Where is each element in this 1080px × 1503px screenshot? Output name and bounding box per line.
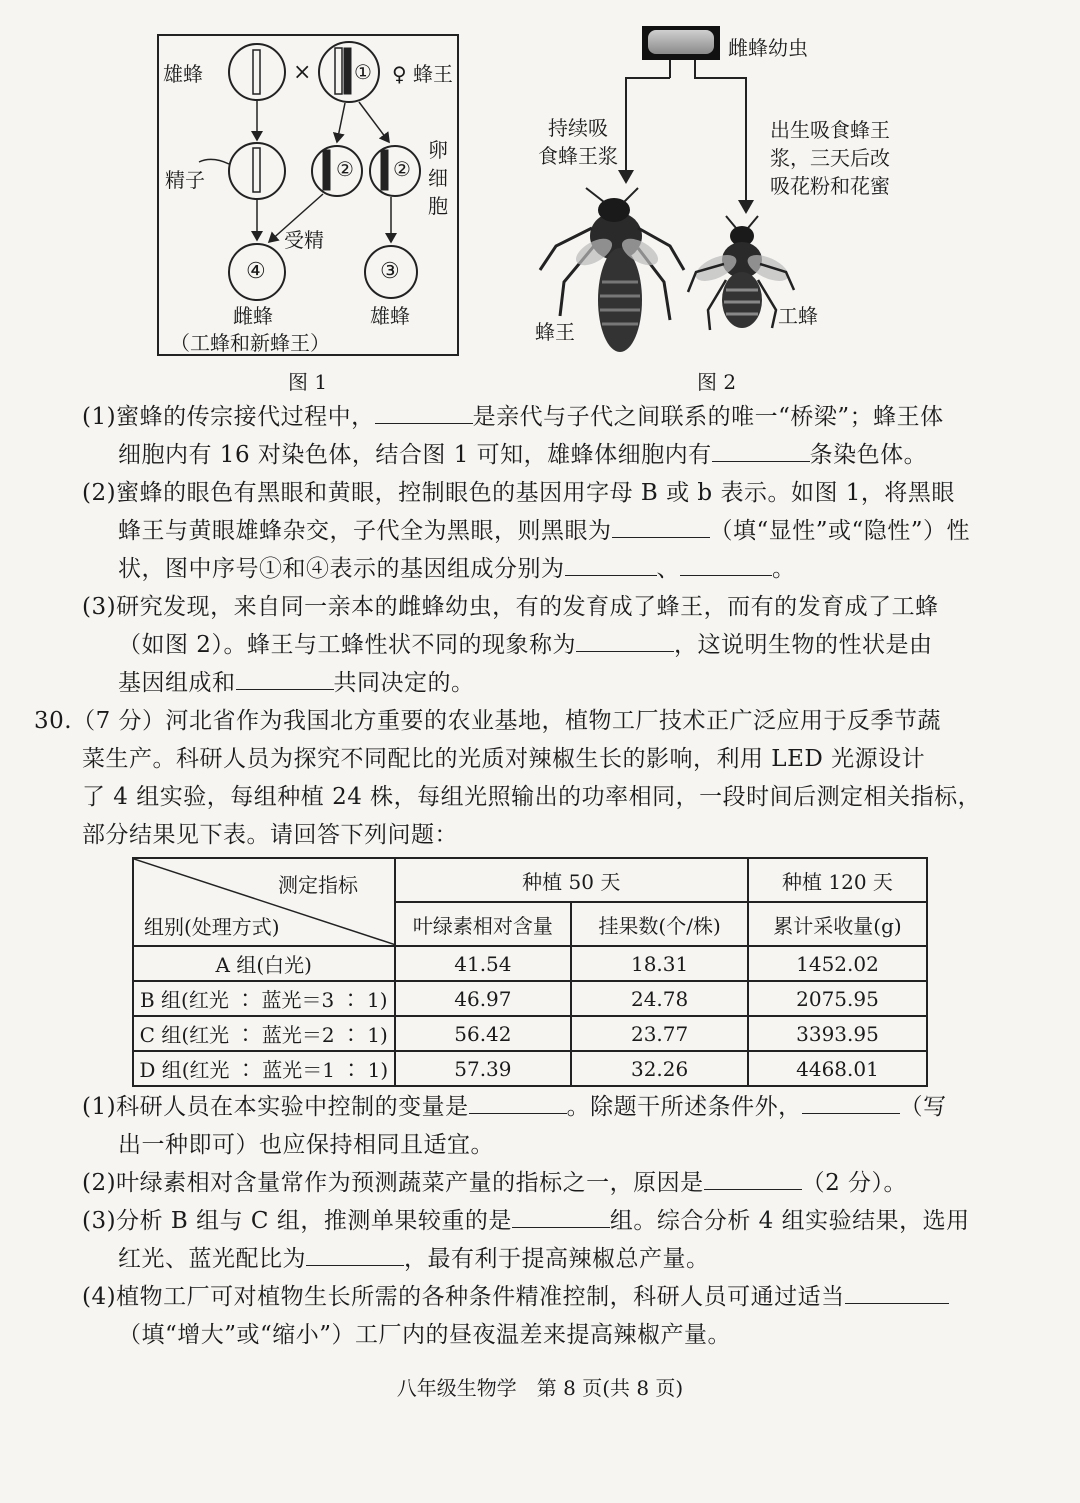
q29-part2-line2: 蜂王与黄眼雄蜂杂交，子代全为黑眼，则黑眼为 （填“显性”或“隐性”）性: [118, 512, 970, 550]
table-cell-fruit: 32.26: [571, 1051, 748, 1086]
table-cell-yield: 2075.95: [748, 981, 927, 1016]
fig1-male-parent-label: 雄蜂: [163, 62, 203, 86]
table-cell-group: D 组(红光 ∶ 蓝光＝1 ∶ 1): [133, 1051, 395, 1086]
table-row: [133, 946, 927, 981]
q30-intro-line1: 30.（7 分）河北省作为我国北方重要的农业基地，植物工厂技术正广泛应用于反季节蔬: [34, 708, 942, 734]
table-group-50-days: 种植 50 天: [395, 858, 748, 902]
figure-2-caption: 图 2: [697, 370, 737, 394]
table-cell-fruit: 18.31: [571, 946, 748, 981]
q29-part2-line1: (2)蜜蜂的眼色有黑眼和黄眼，控制眼色的基因用字母 B 或 b 表示。如图 1，将黑眼: [82, 480, 955, 506]
fig1-circle-2b: ②: [393, 157, 411, 181]
fig1-circle-1: ①: [354, 60, 372, 84]
q29-blank-1[interactable]: [375, 401, 473, 424]
q30-part3-line1: (3)分析 B 组与 C 组，推测单果较重的是 组。综合分析 4 组实验结果，选用: [82, 1202, 970, 1240]
q30-blank-4[interactable]: [512, 1205, 610, 1228]
table-cell-yield: 4468.01: [748, 1051, 927, 1086]
results-table: [132, 857, 928, 1087]
fig1-sperm-label: 精子: [165, 168, 205, 192]
fig2-queen-label: 蜂王: [535, 320, 575, 344]
q29-blank-6[interactable]: [576, 629, 674, 652]
fig2-right-branch-line1: 出生吸食蜂王: [770, 118, 890, 142]
table-cell-yield: 1452.02: [748, 946, 927, 981]
q30-part2-line1: (2)叶绿素相对含量常作为预测蔬菜产量的指标之一，原因是 （2 分）。: [82, 1164, 907, 1202]
fig2-left-branch-line1: 持续吸: [548, 116, 608, 140]
table-cell-fruit: 24.78: [571, 981, 748, 1016]
fig1-circle-4: ④: [246, 259, 266, 284]
q29-part2-line3: 状，图中序号①和④表示的基因组成分别为 、 。: [118, 550, 796, 588]
fig1-male-offspring-label: 雄蜂: [370, 304, 410, 328]
table-row: [133, 981, 927, 1016]
fig1-circle-2a: ②: [336, 157, 354, 181]
table-cell-group: C 组(红光 ∶ 蓝光＝2 ∶ 1): [133, 1016, 395, 1051]
fig2-left-branch-line2: 食蜂王浆: [538, 144, 618, 168]
q30-blank-3[interactable]: [704, 1167, 802, 1190]
q29-blank-3[interactable]: [612, 515, 710, 538]
q29-part3-line1: (3)研究发现，来自同一亲本的雌蜂幼虫，有的发育成了蜂王，而有的发育成了工蜂: [82, 594, 939, 620]
q29-blank-5[interactable]: [680, 553, 772, 576]
q30-blank-1[interactable]: [469, 1091, 567, 1114]
fig2-right-branch-line2: 浆，三天后改: [770, 146, 890, 170]
table-row: [133, 1016, 927, 1051]
sperm-cell: [229, 143, 285, 199]
q30-part4-line2: （填“增大”或“缩小”）工厂内的昼夜温差来提高辣椒产量。: [118, 1322, 732, 1348]
table-corner-bottom: 组别(处理方式): [144, 915, 280, 939]
page-footer: 八年级生物学 第 8 页(共 8 页): [396, 1376, 684, 1400]
table-cell-group: A 组(白光): [133, 946, 395, 981]
q29-part1-line2: 细胞内有 16 对染色体，结合图 1 可知，雄蜂体细胞内有 条染色体。: [118, 436, 927, 474]
fig1-egg-label: 卵细胞: [428, 138, 448, 218]
fig1-circle-3: ③: [380, 259, 400, 284]
table-cell-chl: 46.97: [395, 981, 572, 1016]
q30-part3-line2: 红光、蓝光配比为 ，最有利于提高辣椒总产量。: [118, 1240, 710, 1278]
q29-blank-4[interactable]: [565, 553, 657, 576]
table-corner-cell: [133, 858, 395, 946]
q29-blank-7[interactable]: [236, 667, 334, 690]
table-col-chlorophyll: 叶绿素相对含量: [395, 902, 572, 946]
q30-intro-line4: 部分结果见下表。请回答下列问题：: [82, 822, 458, 848]
table-group-120-days: 种植 120 天: [748, 858, 927, 902]
fig1-fertilization-label: 受精: [284, 228, 324, 252]
q30-part4-line1: (4)植物工厂可对植物生长所需的各种条件精准控制，科研人员可通过适当: [82, 1278, 949, 1316]
fig1-female-offspring-label: 雌蜂: [233, 304, 273, 328]
male-parent-cell: [229, 44, 285, 100]
fig2-right-branch-line3: 吸花粉和花蜜: [770, 174, 890, 198]
q29-part3-line2: （如图 2）。蜂王与工蜂性状不同的现象称为 ，这说明生物的性状是由: [118, 626, 932, 664]
table-cell-yield: 3393.95: [748, 1016, 927, 1051]
fig2-larva-label: 雌蜂幼虫: [728, 36, 808, 60]
table-cell-fruit: 23.77: [571, 1016, 748, 1051]
table-cell-chl: 41.54: [395, 946, 572, 981]
table-cell-group: B 组(红光 ∶ 蓝光＝3 ∶ 1): [133, 981, 395, 1016]
table-col-yield: 累计采收量(g): [748, 902, 927, 946]
q29-part1-line1: (1)蜜蜂的传宗接代过程中， 是亲代与子代之间联系的唯一“桥梁”；蜂王体: [82, 398, 944, 436]
q30-intro-line3: 了 4 组实验，每组种植 24 株，每组光照输出的功率相同，一段时间后测定相关指标，: [82, 784, 982, 810]
q30-intro-line2: 菜生产。科研人员为探究不同配比的光质对辣椒生长的影响，利用 LED 光源设计: [82, 746, 926, 772]
q30-blank-2[interactable]: [802, 1091, 900, 1114]
q30-blank-5[interactable]: [306, 1243, 404, 1266]
table-cell-chl: 56.42: [395, 1016, 572, 1051]
fig1-female-parent-label: ♀ 蜂王: [392, 62, 453, 86]
table-row: [133, 1051, 927, 1086]
fig2-worker-label: 工蜂: [778, 304, 818, 328]
q30-blank-6[interactable]: [845, 1281, 949, 1304]
figure-1-caption: 图 1: [288, 370, 328, 394]
q30-part1-line2: 出一种即可）也应保持相同且适宜。: [118, 1132, 494, 1158]
table-header-row-1: [133, 858, 927, 902]
table-cell-chl: 57.39: [395, 1051, 572, 1086]
q29-part3-line3: 基因组成和 共同决定的。: [118, 664, 475, 702]
q30-part1-line1: (1)科研人员在本实验中控制的变量是 。除题干所述条件外， （写: [82, 1088, 947, 1126]
fig1-cross-sign: ×: [293, 60, 312, 85]
q29-blank-2[interactable]: [712, 439, 810, 462]
fig1-female-offspring-note: （工蜂和新蜂王）: [170, 331, 330, 355]
table-col-fruit: 挂果数(个/株): [571, 902, 748, 946]
table-corner-top: 测定指标: [278, 873, 358, 897]
